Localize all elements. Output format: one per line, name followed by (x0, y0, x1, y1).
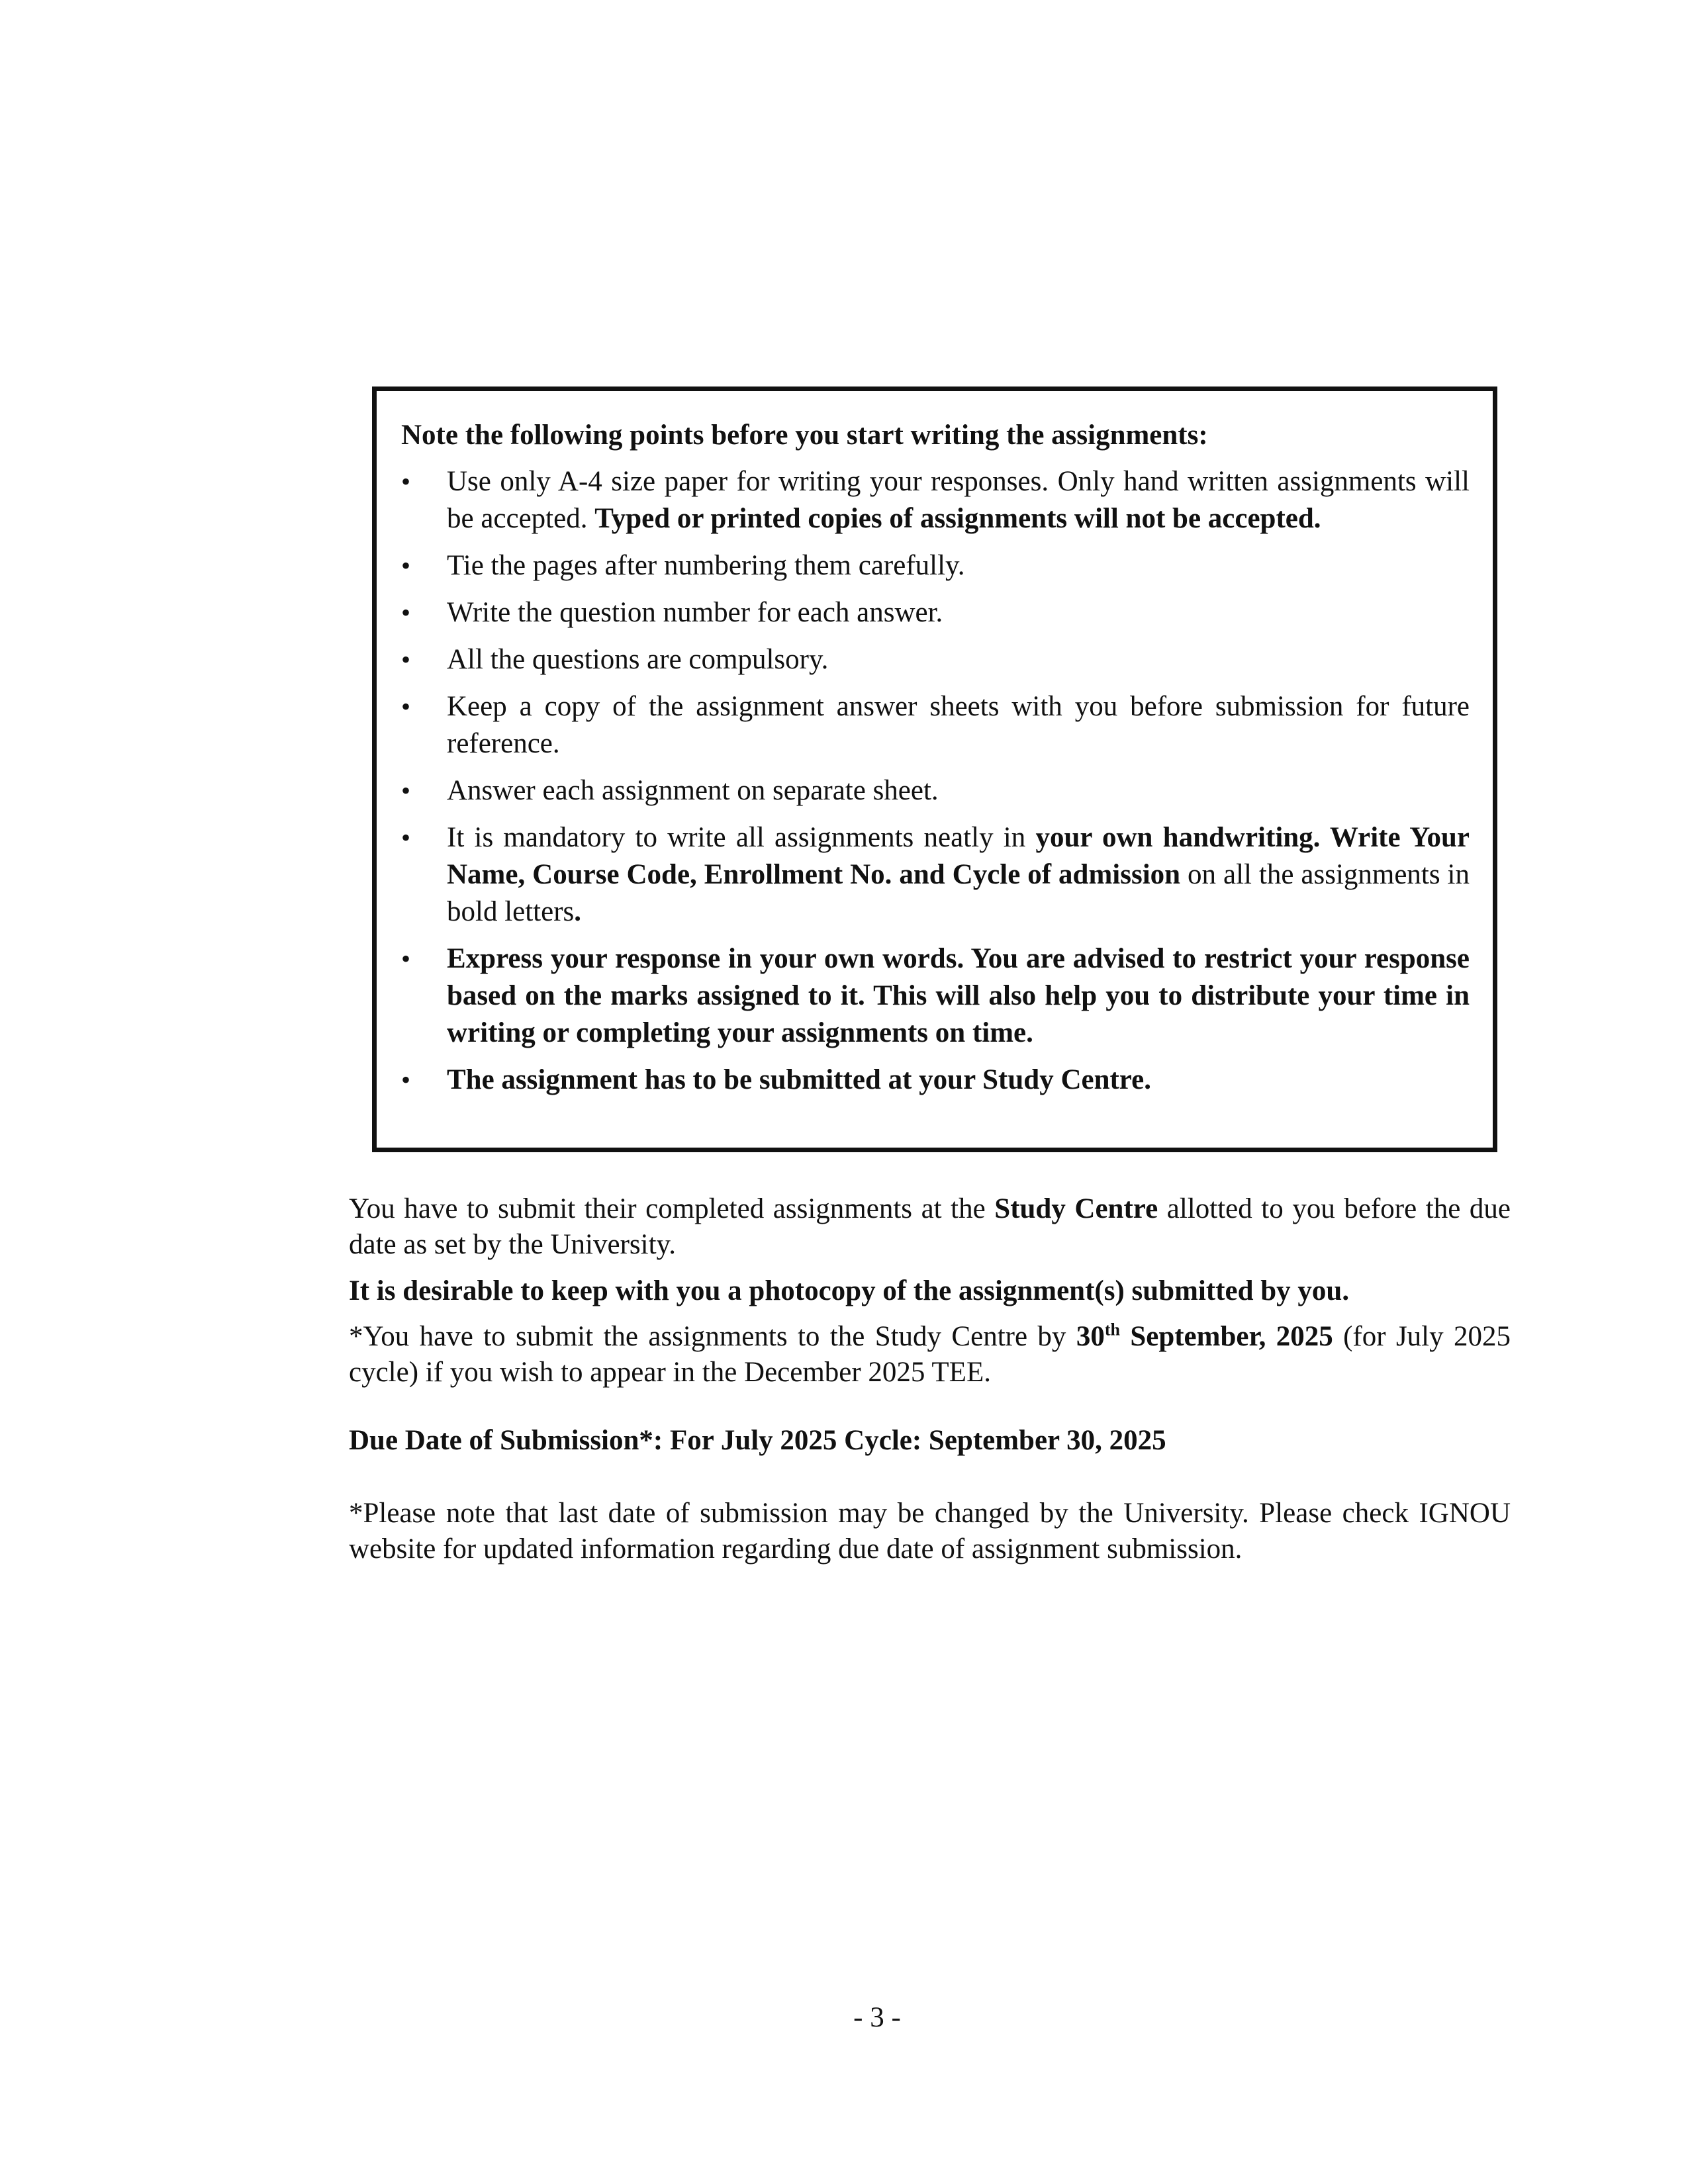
text-span: allotted to you before the due date as set by the University. (349, 1193, 1511, 1260)
list-item (401, 463, 1470, 537)
text-span: You have to submit their completed assignments at the (349, 1193, 995, 1224)
item-text: Write the question number for each answer. (447, 597, 943, 628)
instructions-list (401, 463, 1470, 1099)
item-text-bold: Typed or printed copies of assignments will not be accepted. (594, 503, 1321, 534)
deadline-paragraph (349, 1319, 1511, 1390)
instructions-heading: Note the following points before you start writing the assignments: (401, 420, 1208, 451)
bullet-icon: • (401, 598, 411, 627)
study-centre-text: Study Centre (994, 1193, 1158, 1224)
list-item (401, 1062, 1470, 1099)
photocopy-note: It is desirable to keep with you a photocopy of the assignment(s) submitted by you. (349, 1275, 1350, 1306)
bullet-icon: • (401, 467, 411, 496)
item-text: on all the assignments in bold letters (447, 859, 1470, 927)
item-text: Keep a copy of the assignment answer sheets with you before submission for future reference. (447, 691, 1470, 759)
item-text: Tie the pages after numbering them carefully. (447, 550, 965, 581)
due-date-line: Due Date of Submission*: For July 2025 Cycle: September 30, 2025 (349, 1425, 1166, 1456)
item-text: Use only A-4 size paper for writing your responses. Only hand written assignments will be accepted. (447, 466, 1470, 534)
instructions-box (372, 387, 1497, 1152)
item-text-bold: The assignment has to be submitted at your Study Centre. (447, 1064, 1151, 1095)
list-item (401, 819, 1470, 931)
list-item (401, 772, 1470, 809)
page-number: - 3 - (853, 2002, 901, 2033)
submission-paragraph (349, 1191, 1511, 1263)
list-item (401, 688, 1470, 762)
item-text-bold: your own handwriting. Write Your Name, Course Code, Enrollment No. and Cycle of admission (447, 822, 1470, 890)
ordinal-suffix: th (1104, 1320, 1120, 1340)
list-item (401, 547, 1470, 584)
bullet-icon: • (401, 645, 411, 674)
deadline-day: 30 (1076, 1321, 1105, 1352)
list-item (401, 594, 1470, 631)
item-text-bold: . (574, 896, 582, 927)
bullet-icon: • (401, 551, 411, 580)
bullet-icon: • (401, 944, 411, 974)
text-span: (for July 2025 cycle) if you wish to appear in the December 2025 TEE. (349, 1321, 1511, 1388)
deadline-month-year: September, 2025 (1119, 1321, 1333, 1352)
item-text: It is mandatory to write all assignments neatly in (447, 822, 1036, 853)
bullet-icon: • (401, 692, 411, 721)
bullet-icon: • (401, 823, 411, 852)
item-text: Answer each assignment on separate sheet. (447, 775, 939, 806)
text-span: *You have to submit the assignments to the Study Centre by (349, 1321, 1076, 1352)
item-text-bold: Express your response in your own words. You are advised to restrict your response based on the marks assigned to it. This will also help you to distribute your time in writing or completing your assignments on time. (447, 943, 1470, 1048)
list-item (401, 940, 1470, 1052)
bullet-icon: • (401, 776, 411, 805)
item-text: All the questions are compulsory. (447, 644, 829, 675)
bullet-icon: • (401, 1065, 411, 1095)
list-item (401, 641, 1470, 678)
change-notice: *Please note that last date of submission may be changed by the University. Please check IGNOU website for updated information regarding due date of assignment submission. (349, 1498, 1511, 1565)
